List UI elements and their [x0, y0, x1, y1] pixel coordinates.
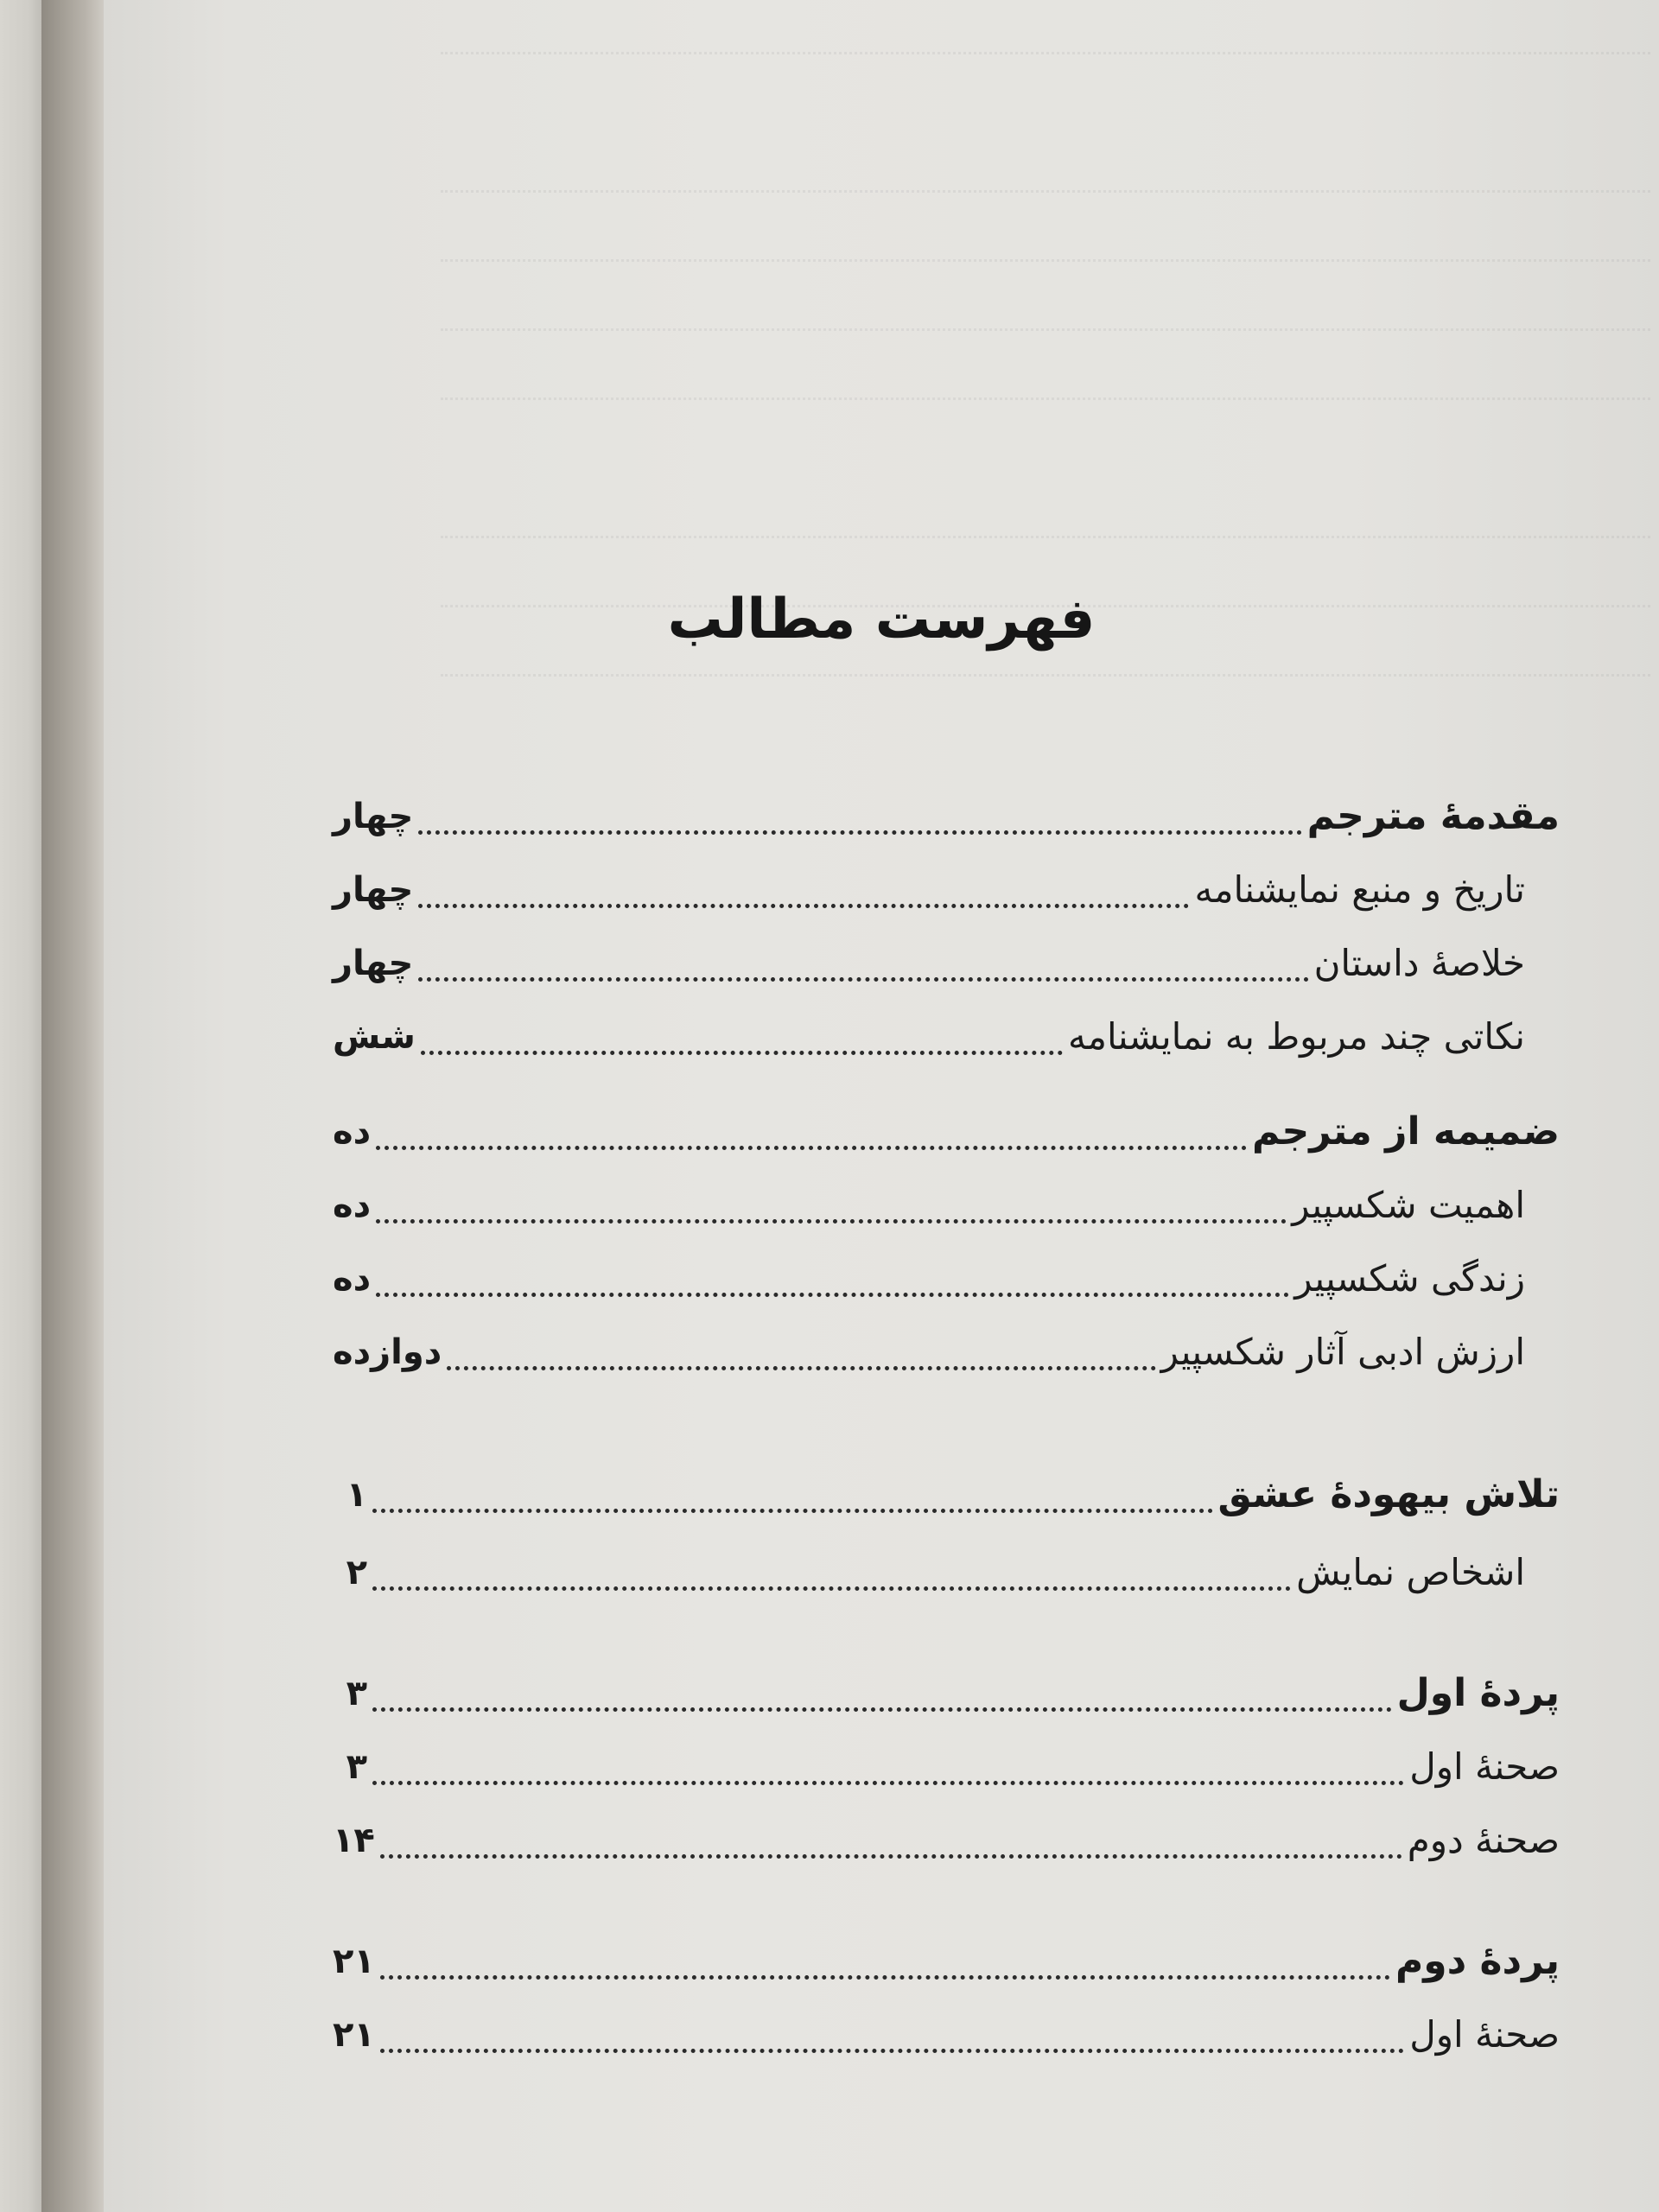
dot-leader — [372, 1780, 1404, 1785]
dot-leader — [372, 1586, 1291, 1591]
dot-leader — [418, 976, 1308, 982]
toc-entry-label: صحنهٔ دوم — [1407, 1819, 1560, 1861]
toc-entry-label: پردهٔ دوم — [1395, 1939, 1560, 1983]
toc-entry-page: ۱۴ — [333, 1821, 375, 1860]
toc-entry — [333, 933, 1560, 994]
toc-entry — [333, 786, 1560, 847]
bleed-through-line — [441, 35, 1650, 54]
toc-entry-label: خلاصهٔ داستان — [1313, 942, 1525, 984]
toc-entry — [333, 1663, 1560, 1724]
bleed-through-line — [441, 242, 1650, 262]
toc-entry — [333, 1465, 1560, 1525]
bleed-through-line — [441, 173, 1650, 193]
book-spine — [41, 0, 104, 2212]
toc-entry-page: چهار — [333, 944, 414, 983]
dot-leader — [376, 1292, 1289, 1297]
toc-entry-label: تاریخ و منبع نمایشنامه — [1194, 868, 1525, 911]
toc-entry — [333, 1737, 1560, 1797]
toc-entry-label: تلاش بیهودهٔ عشق — [1217, 1472, 1560, 1516]
dot-leader — [421, 1050, 1063, 1055]
toc-entry-page: ده — [333, 1112, 372, 1152]
toc-entry-label: اهمیت شکسپیر — [1292, 1184, 1525, 1226]
toc-entry — [333, 1931, 1560, 1992]
toc-entry-page: ده — [333, 1259, 372, 1299]
toc-entry-page: ۳ — [346, 1747, 367, 1787]
dot-leader — [380, 1974, 1390, 1980]
bleed-through-line — [441, 380, 1650, 400]
toc-entry-label: صحنهٔ اول — [1409, 2013, 1560, 2056]
previous-page-edge — [0, 0, 41, 2212]
toc-entry-page: ۱ — [346, 1475, 367, 1515]
dot-leader — [418, 903, 1189, 908]
toc-entry — [333, 860, 1560, 920]
toc-entry — [333, 1175, 1560, 1236]
toc-entry-label: زندگی شکسپیر — [1294, 1257, 1525, 1300]
toc-entry-page: چهار — [333, 797, 414, 836]
toc-entry-page: ۲ — [346, 1553, 367, 1592]
toc-entry-page: ده — [333, 1185, 372, 1225]
dot-leader — [376, 1218, 1287, 1224]
toc-entry-page: چهار — [333, 870, 414, 910]
toc-entry-label: اشخاص نمایش — [1296, 1551, 1525, 1593]
toc-entry-page: ۳ — [346, 1674, 367, 1713]
dot-leader — [372, 1508, 1213, 1513]
toc-entry-page: دوازده — [333, 1332, 442, 1372]
toc-entry-page: ۲۱ — [333, 2015, 375, 2055]
dot-leader — [372, 1707, 1392, 1712]
toc-entry-label: پردهٔ اول — [1396, 1671, 1560, 1715]
toc-entry — [333, 1007, 1560, 1067]
dot-leader — [380, 2048, 1404, 2053]
toc-entry-label: ارزش ادبی آثار شکسپیر — [1160, 1331, 1525, 1373]
toc-entry-label: نکاتی چند مربوط به نمایشنامه — [1068, 1015, 1525, 1058]
dot-leader — [418, 830, 1301, 835]
toc-entry-label: مقدمهٔ مترجم — [1306, 794, 1560, 838]
toc-entry-page: ۲۱ — [333, 1942, 375, 1981]
bleed-through-line — [441, 518, 1650, 538]
toc-entry — [333, 1810, 1560, 1871]
toc-entry-label: ضمیمه از مترجم — [1252, 1109, 1560, 1154]
bleed-through-line — [441, 311, 1650, 331]
toc-entry — [333, 1249, 1560, 1309]
bleed-through-line — [441, 657, 1650, 677]
toc-entry — [333, 1542, 1560, 1603]
toc-entry — [333, 2005, 1560, 2065]
toc-entry — [333, 1322, 1560, 1382]
dot-leader — [376, 1145, 1247, 1150]
toc-entry-page: شش — [333, 1017, 416, 1057]
dot-leader — [380, 1853, 1402, 1859]
toc-entry-label: صحنهٔ اول — [1409, 1745, 1560, 1788]
dot-leader — [447, 1365, 1155, 1370]
toc-title: فهرست مطالب — [667, 588, 1096, 652]
toc-entry — [333, 1102, 1560, 1162]
